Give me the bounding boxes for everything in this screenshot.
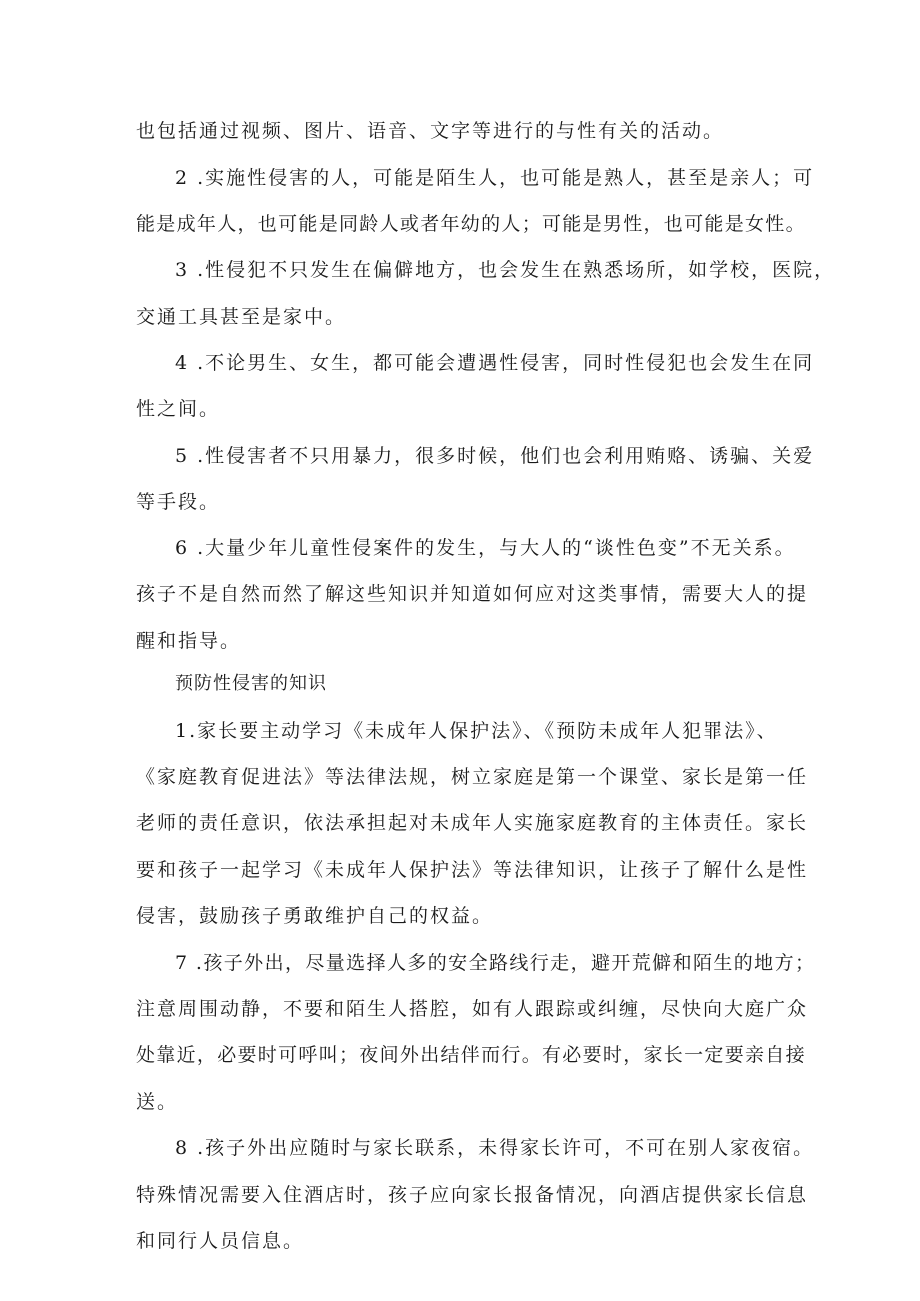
- text-line: 《家庭教育促进法》等法律法规，树立家庭是第一个课堂、家长是第一任: [136, 766, 809, 788]
- text-line: 醒和指导。: [136, 630, 242, 652]
- text-line: 1.家长要主动学习《未成年人保护法》、《预防未成年人犯罪法》、: [175, 720, 778, 742]
- text-line: 老师的责任意识，依法承担起对未成年人实施家庭教育的主体责任。家长: [136, 812, 809, 834]
- text-line: 6 .大量少年儿童性侵案件的发生，与大人的“谈性色变”不无关系。: [175, 537, 796, 559]
- text-line: 注意周围动静，不要和陌生人搭腔，如有人跟踪或纠缠，尽快向大庭广众: [136, 998, 809, 1020]
- text-line: 4 .不论男生、女生，都可能会遭遇性侵害，同时性侵犯也会发生在同: [175, 352, 815, 374]
- text-line: 3 .性侵犯不只发生在偏僻地方，也会发生在熟悉场所，如学校，医院，: [175, 259, 836, 281]
- section-heading: 预防性侵害的知识: [175, 673, 327, 694]
- text-line: 特殊情况需要入住酒店时，孩子应向家长报备情况，向酒店提供家长信息: [136, 1184, 809, 1206]
- text-line: 交通工具甚至是家中。: [136, 306, 347, 328]
- text-line: 要和孩子一起学习《未成年人保护法》等法律知识，让孩子了解什么是性: [136, 859, 809, 881]
- text-line: 7 .孩子外出，尽量选择人多的安全路线行走，避开荒僻和陌生的地方；: [175, 952, 816, 974]
- text-line: 和同行人员信息。: [136, 1230, 305, 1252]
- text-line: 等手段。: [136, 491, 221, 513]
- text-line: 侵害，鼓励孩子勇敢维护自己的权益。: [136, 905, 494, 927]
- text-line: 5 .性侵害者不只用暴力，很多时候，他们也会利用贿赂、诱骗、关爱: [175, 445, 815, 467]
- text-line: 能是成年人，也可能是同龄人或者年幼的人；可能是男性，也可能是女性。: [136, 213, 806, 235]
- text-line: 性之间。: [136, 398, 221, 420]
- text-line: 处靠近，必要时可呼叫；夜间外出结伴而行。有必要时，家长一定要亲自接: [136, 1044, 806, 1066]
- text-line: 也包括通过视频、图片、语音、文字等进行的与性有关的活动。: [136, 120, 725, 142]
- text-line: 8 .孩子外出应随时与家长联系，未得家长许可，不可在别人家夜宿。: [175, 1137, 815, 1159]
- text-line: 2 .实施性侵害的人，可能是陌生人，也可能是熟人，甚至是亲人；可: [175, 167, 815, 189]
- text-line: 孩子不是自然而然了解这些知识并知道如何应对这类事情，需要大人的提: [136, 583, 809, 605]
- text-line: 送。: [136, 1091, 179, 1113]
